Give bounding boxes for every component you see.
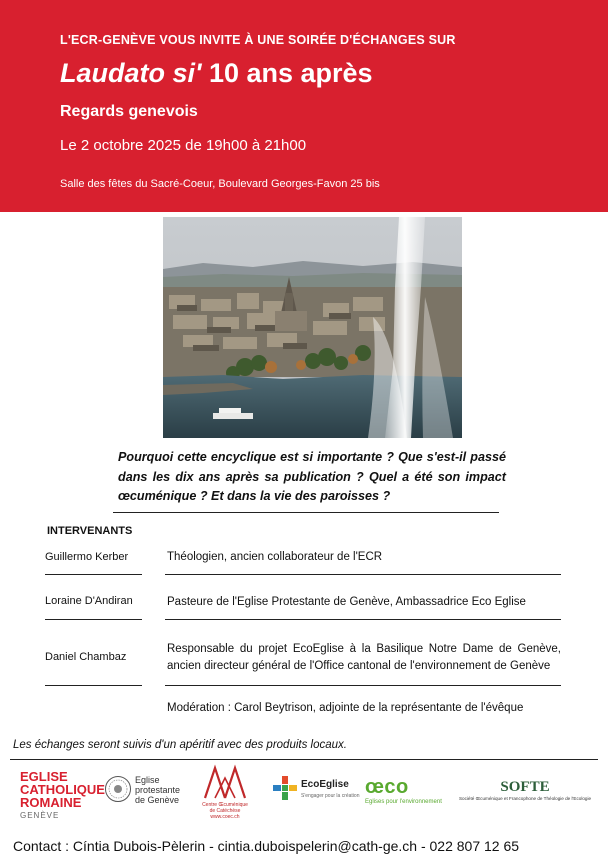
speaker-divider xyxy=(45,574,142,575)
event-subtitle: Regards genevois xyxy=(60,103,198,120)
epg-seal-icon xyxy=(104,775,132,803)
speaker-name: Daniel Chambaz xyxy=(45,651,127,663)
coe-logo-line: Centre Œcuménique xyxy=(202,802,248,808)
coe-logo xyxy=(196,764,254,820)
ecoeglise-logo-tagline: S'engager pour la création xyxy=(301,793,360,799)
header-banner xyxy=(0,0,608,212)
speaker-description: Théologien, ancien collaborateur de l'ECR xyxy=(167,551,383,563)
epg-logo xyxy=(104,775,181,805)
ecoeglise-cross-icon xyxy=(273,776,297,800)
invitation-line: L'ECR-GENÈVE VOUS INVITE À UNE SOIRÉE D'ÉCHANGES SUR xyxy=(60,33,456,47)
epg-logo-line: de Genève xyxy=(135,795,180,805)
ecr-logo-city: GENÈVE xyxy=(20,811,60,820)
epg-logo-line: Eglise xyxy=(135,775,160,785)
event-title-rest: 10 ans après xyxy=(201,58,373,88)
speaker-divider xyxy=(45,619,142,620)
oeco-logo-tagline: Eglises pour l'environnement xyxy=(365,799,442,805)
speaker-divider xyxy=(165,619,561,620)
softe-logo-name: SOFTE xyxy=(500,779,550,795)
event-venue: Salle des fêtes du Sacré-Coeur, Boulevard Georges-Favon 25 bis xyxy=(60,178,380,190)
speaker-divider xyxy=(45,685,142,686)
contact-line: Contact : Cíntia Dubois-Pèlerin - cintia.duboispelerin@cath-ge.ch - 022 807 12 65 xyxy=(13,838,520,854)
intro-question: Pourquoi cette encyclique est si importante ? Que s'est-il passé dans les dix ans après sa publication ? Quel a été son impact œcuménique ? Et dans la vie des paroisses ? xyxy=(118,450,506,503)
event-date: Le 2 octobre 2025 de 19h00 à 21h00 xyxy=(60,137,307,154)
oeco-logo-name: œco xyxy=(365,776,409,798)
ecoeglise-logo xyxy=(273,776,360,802)
moderation-line: Modération : Carol Beytrison, adjointe de la représentante de l'évêque xyxy=(167,702,524,714)
speakers-heading: INTERVENANTS xyxy=(47,525,133,537)
geneva-city-jet-deau-image xyxy=(163,217,462,438)
softe-logo-tagline: Société Œcuménique et Francophone de Théologie de l'Ecologie xyxy=(458,796,592,801)
footer-divider xyxy=(10,759,598,760)
ecr-logo-line: ROMAINE xyxy=(20,795,82,810)
softe-logo xyxy=(457,779,593,801)
epg-logo-line: protestante xyxy=(135,785,181,795)
ecr-logo-line: CATHOLIQUE xyxy=(20,782,105,797)
speaker-name: Loraine D'Andiran xyxy=(45,595,133,607)
coe-emblem-icon xyxy=(201,764,249,800)
event-title xyxy=(60,58,373,89)
ecoeglise-logo-name: EcoEglise xyxy=(301,779,349,790)
speaker-divider xyxy=(165,574,561,575)
question-divider xyxy=(113,512,499,513)
coe-logo-line: www.coec.ch xyxy=(210,814,240,820)
oeco-logo xyxy=(365,776,442,805)
aperitif-note: Les échanges seront suivis d'un apéritif avec des produits locaux. xyxy=(13,739,347,751)
event-title-italic: Laudato si' xyxy=(60,58,202,88)
speaker-name: Guillermo Kerber xyxy=(45,551,129,563)
ecr-logo-line: EGLISE xyxy=(20,769,68,784)
ecr-logo xyxy=(20,770,105,822)
speaker-description: Pasteure de l'Eglise Protestante de Genève, Ambassadrice Eco Eglise xyxy=(167,596,526,608)
speaker-divider xyxy=(165,685,561,686)
coe-logo-line: de Catéchèse xyxy=(209,808,241,814)
geneva-photo xyxy=(163,217,462,438)
speaker-description: Responsable du projet EcoEglise à la Basilique Notre Dame de Genève, ancien directeur général de l'Office cantonal de l'environnement de Genève xyxy=(167,643,561,672)
